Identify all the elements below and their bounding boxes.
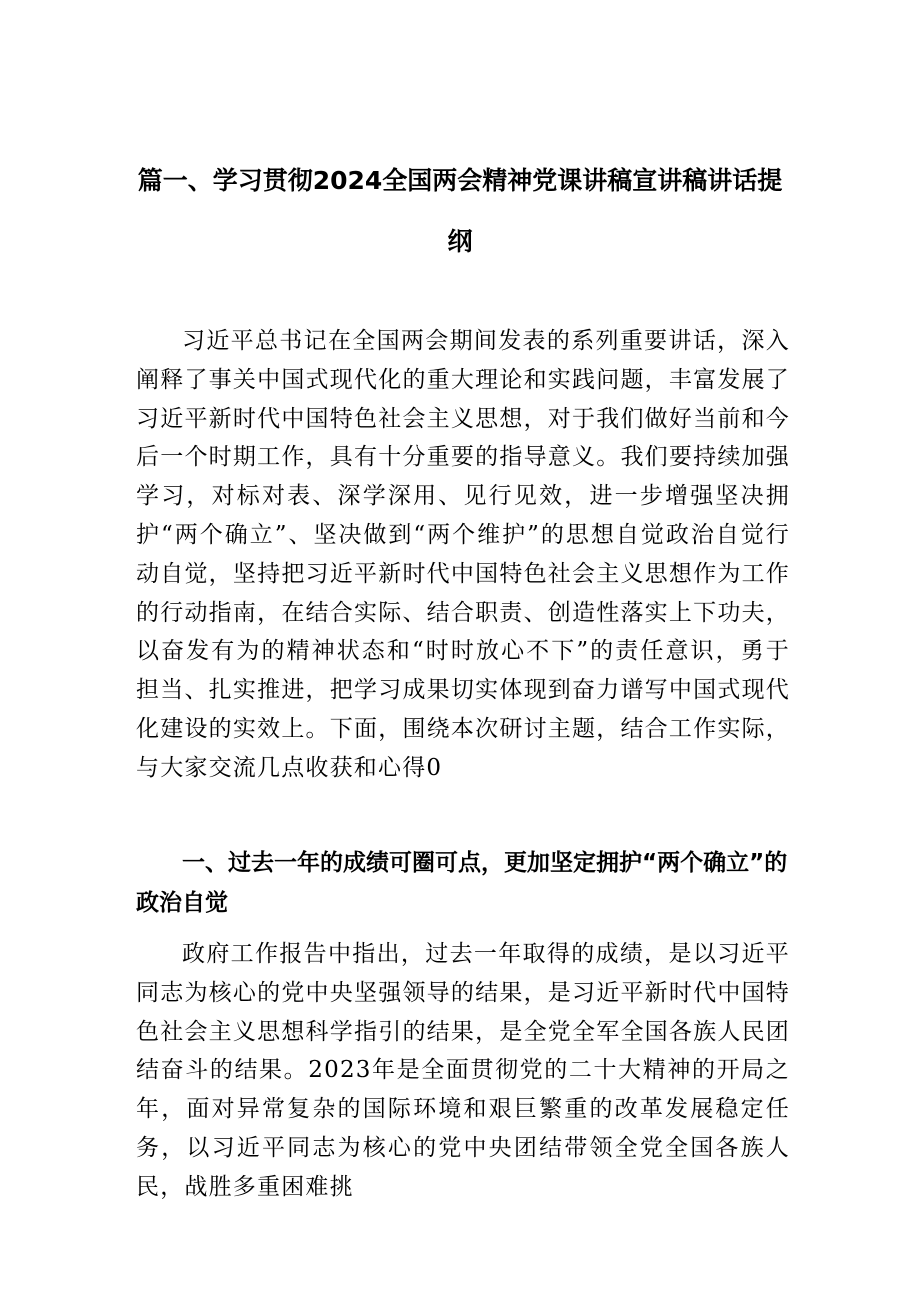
document-title-line-1: 篇一、学习贯彻2024全国两会精神党课讲稿宣讲稿讲话提 — [137, 166, 783, 195]
section-heading-1: 一、过去一年的成绩可圈可点，更加坚定拥护“两个确立”的政治自觉 — [136, 850, 788, 916]
document-title-line-2: 纲 — [447, 227, 473, 256]
intro-paragraph: 习近平总书记在全国两会期间发表的系列重要讲话，深入阐释了事关中国式现代化的重大理论和实践问题，丰富发展了习近平新时代中国特色社会主义思想，对于我们做好当前和今后一个时期工作，具有十分重要的指导意义。我们要持续加强学习，对标对表、深学深用、见行见效，进一步增强坚决拥护“两个确立”、坚决做到“两个维护”的思想自觉政治自觉行动自觉，坚持把习近平新时代中国特色社会主义思想作为工作的行动指南，在结合实际、结合职责、创造性落实上下功夫，以奋发有为的精神状态和“时时放心不下”的责任意识，勇于担当、扎实推进，把学习成果切实体现到奋力谱写中国式现代化建设的实效上。下面，围绕本次研讨主题，结合工作实际，与大家交流几点收获和心得0 — [136, 328, 790, 781]
section-1-paragraph: 政府工作报告中指出，过去一年取得的成绩，是以习近平同志为核心的党中央坚强领导的结果，是习近平新时代中国特色社会主义思想科学指引的结果，是全党全军全国各族人民团结奋斗的结果。2023年是全面贯彻党的二十大精神的开局之年，面对异常复杂的国际环境和艰巨繁重的改革发展稳定任务，以习近平同志为核心的党中央团结带领全党全国各族人民，战胜多重困难挑 — [136, 941, 790, 1200]
